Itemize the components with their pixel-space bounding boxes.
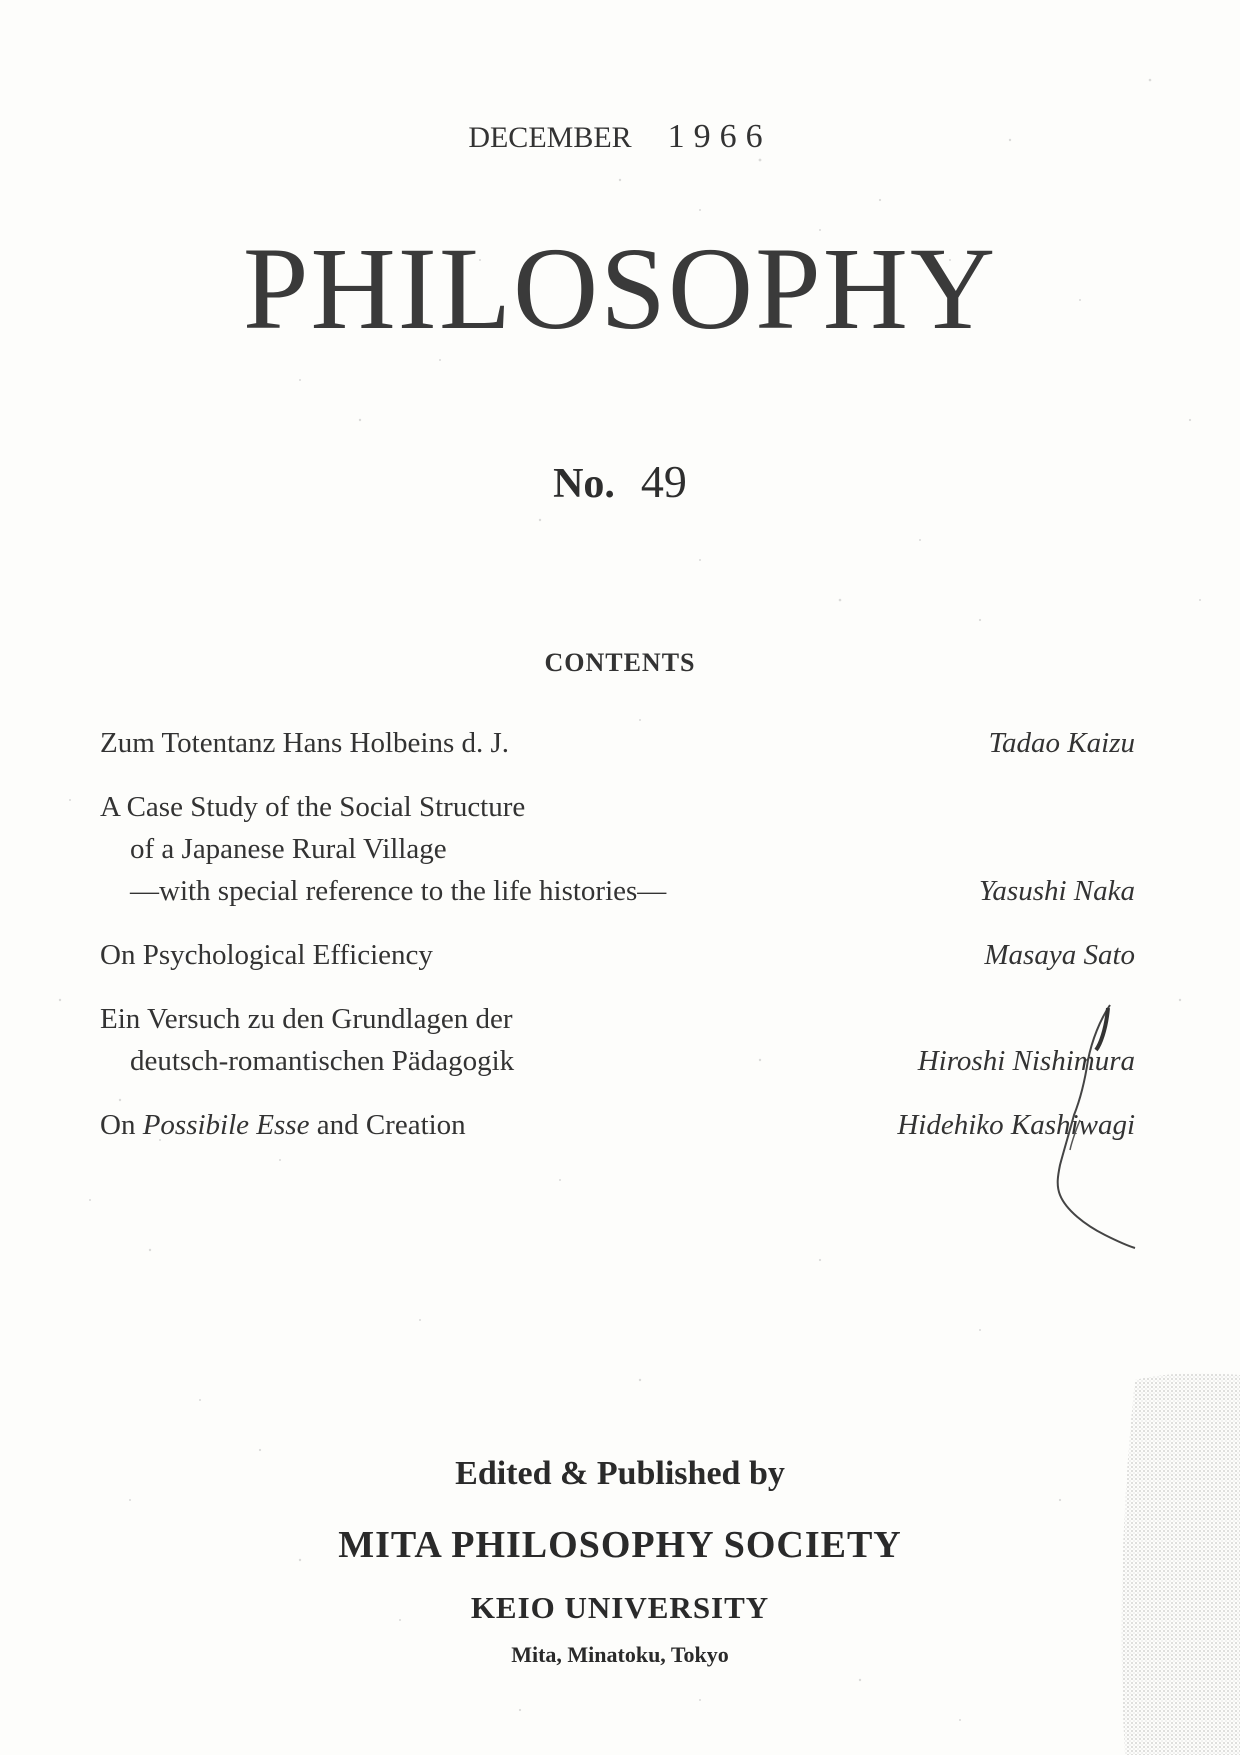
toc-entry-author: Hiroshi Nishimura [917, 1045, 1135, 1077]
toc-entry-title: Zum Totentanz Hans Holbeins d. J. [100, 727, 510, 759]
toc-entry [100, 1104, 1135, 1146]
publisher-address: Mita, Minatoku, Tokyo [511, 1642, 729, 1667]
issue-label: No. [553, 461, 615, 507]
toc-title-part: On [100, 1109, 143, 1141]
toc-entry-author: Tadao Kaizu [988, 727, 1135, 759]
issue-date [0, 118, 1240, 156]
toc-entry-title-continued: of a Japanese Rural Village [130, 833, 447, 865]
table-of-contents [100, 722, 1135, 1146]
toc-entry-title-continued: deutsch-romantischen Pädagogik [130, 1045, 515, 1077]
toc-entry-author: Hidehiko Kashiwagi [897, 1109, 1135, 1141]
toc-entry-author: Masaya Sato [984, 939, 1135, 971]
issue-month: DECEMBER [468, 121, 632, 154]
toc-entry [100, 998, 1135, 1082]
toc-entry-title: A Case Study of the Social Structure [100, 791, 526, 823]
issue-number-value: 49 [640, 456, 687, 507]
toc-entry [100, 934, 1135, 976]
toc-entry-subtitle: —with special reference to the life histories— [130, 875, 667, 907]
toc-entry-author: Yasushi Naka [978, 875, 1135, 907]
publisher-university: KEIO UNIVERSITY [470, 1590, 770, 1625]
issue-number [0, 455, 1240, 508]
issue-year: 1966 [667, 118, 772, 155]
journal-title: PHILOSOPHY [242, 223, 998, 354]
toc-entry-title: On Psychological Efficiency [100, 939, 433, 971]
publisher-society: MITA PHILOSOPHY SOCIETY [338, 1524, 902, 1566]
toc-title-italic-part: Possibile Esse [142, 1109, 310, 1141]
toc-entry-title: Ein Versuch zu den Grundlagen der [100, 1003, 513, 1035]
toc-entry [100, 786, 1135, 912]
toc-entry [100, 722, 1135, 764]
handwritten-pen-mark [1030, 1000, 1140, 1250]
toc-title-part: and Creation [309, 1109, 466, 1141]
publisher-credit: Edited & Published by [455, 1455, 785, 1492]
contents-heading: CONTENTS [544, 648, 696, 677]
